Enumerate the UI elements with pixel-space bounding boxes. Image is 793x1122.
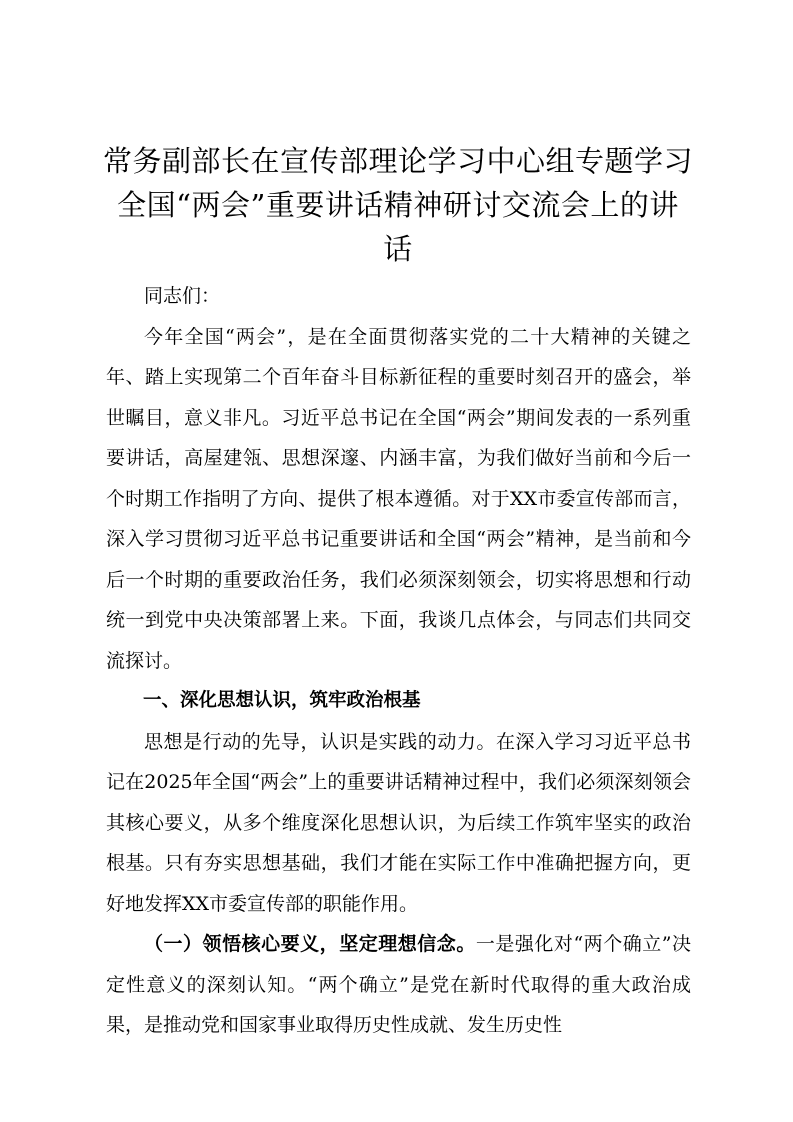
subsection-heading: （一）领悟核心要义，坚定理想信念。 xyxy=(144,933,476,955)
paragraph: 思想是行动的先导，认识是实践的动力。在深入学习习近平总书记在2025年全国“两会”上的重要讲话精神过程中，我们必须深刻领会其核心要义，从多个维度深化思想认识，为后续工作筑牢坚实的政治根基。只有夯实思想基础，我们才能在实际工作中准确把握方向，更好地发挥XX市委宣传部的职能作用。 xyxy=(106,730,691,915)
salutation: 同志们： xyxy=(144,285,221,307)
section-heading: 一、深化思想认识，筑牢政治根基 xyxy=(143,690,421,711)
document-title xyxy=(96,139,700,271)
title-line-3: 话 xyxy=(383,232,413,266)
paragraph-text: 一是强化对“两个确立”决定性意义的深刻认知。“两个确立”是党在新时代取得的重大政治成果，是推动党和国家事业取得历史性成就、发生历史性 xyxy=(106,933,691,1036)
paragraph xyxy=(106,924,691,1046)
title-line-2: 全国“两会”重要讲话精神研讨交流会上的讲 xyxy=(117,188,679,222)
document-body xyxy=(106,276,691,1046)
paragraph: 今年全国“两会”，是在全面贯彻落实党的二十大精神的关键之年、踏上实现第二个百年奋斗目标新征程的重要时刻召开的盛会，举世瞩目，意义非凡。习近平总书记在全国“两会”期间发表的一系列重要讲话，高屋建瓴、思想深邃、内涵丰富，为我们做好当前和今后一个时期工作指明了方向、提供了根本遵循。对于XX市委宣传部而言，深入学习贯彻习近平总书记重要讲话和全国“两会”精神，是当前和今后一个时期的重要政治任务，我们必须深刻领会，切实将思想和行动统一到党中央决策部署上来。下面，我谈几点体会，与同志们共同交流探讨。 xyxy=(106,325,691,672)
title-line-1: 常务副部长在宣传部理论学习中心组专题学习 xyxy=(102,144,693,178)
